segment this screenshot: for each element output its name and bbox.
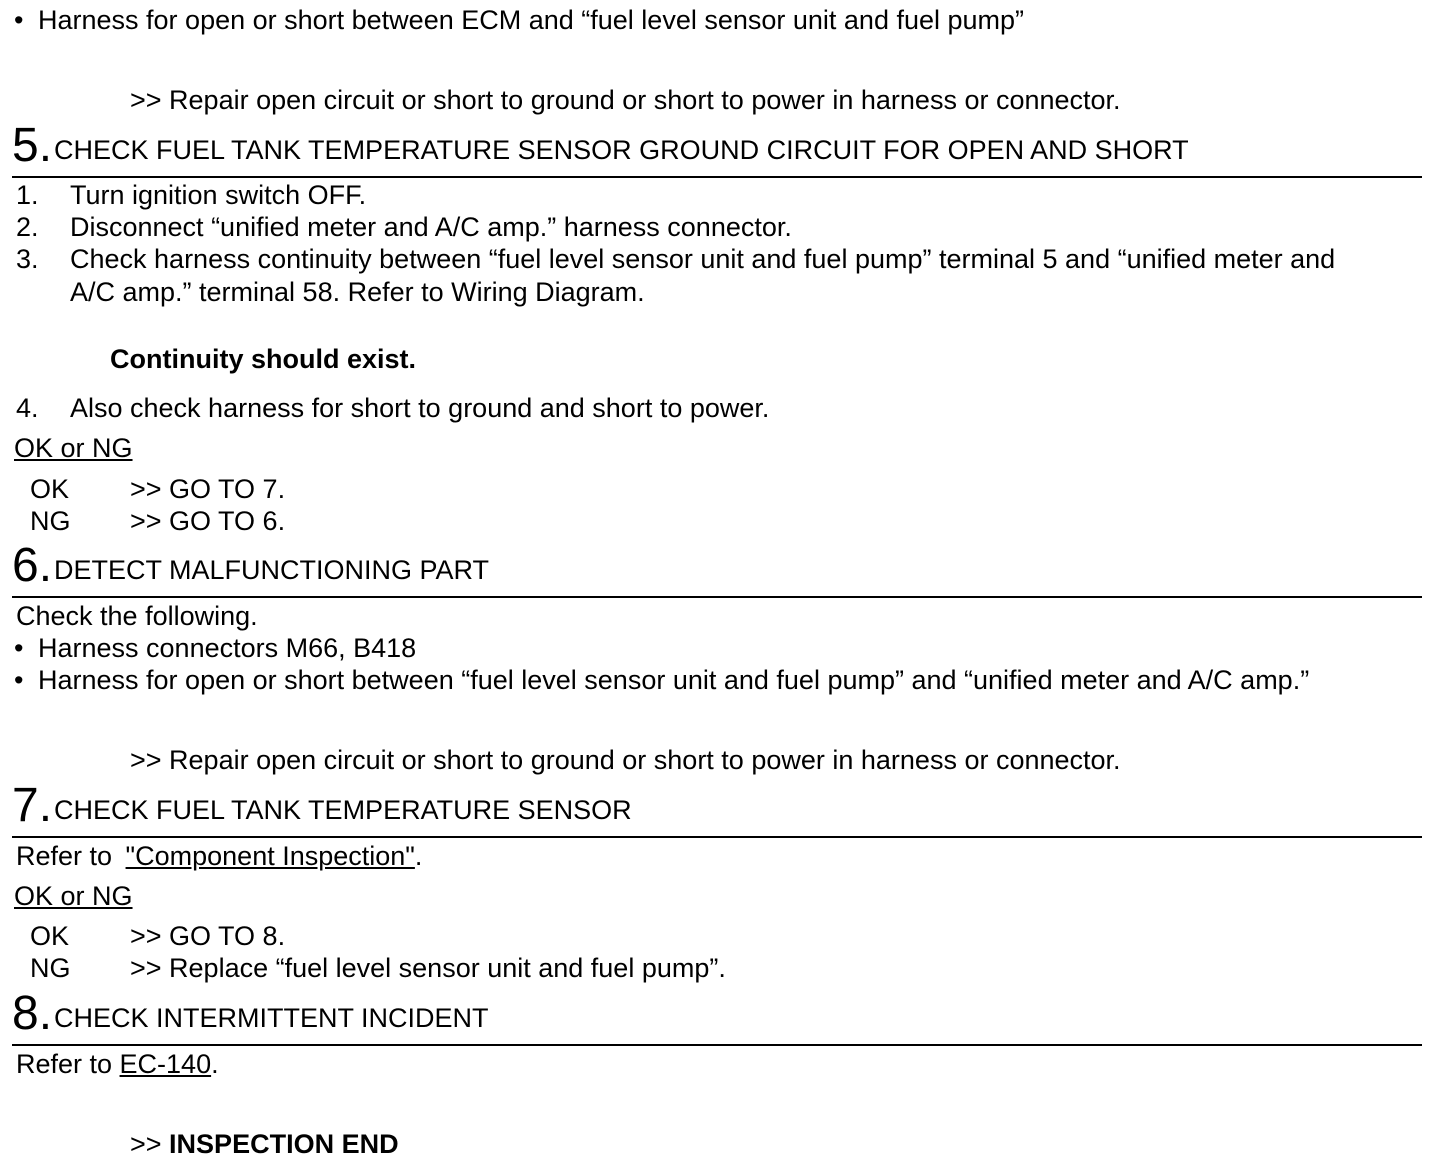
list-item-number: 4.: [16, 393, 39, 423]
list-item-number: 2.: [16, 212, 39, 242]
ok-or-ng-label: OK or NG: [14, 881, 133, 911]
ok-or-ng-label: OK or NG: [14, 433, 133, 463]
ok-key: OK: [30, 921, 70, 951]
ng-result: >> Replace “fuel level sensor unit and fuel pump”.: [130, 953, 726, 983]
list-item-text: Check harness continuity between “fuel level sensor unit and fuel pump” terminal 5 and “unified meter and: [70, 244, 1336, 274]
refer-prefix: Refer to: [16, 841, 120, 871]
ng-key: NG: [30, 953, 71, 983]
step-7-number: 7.: [12, 779, 53, 832]
step-5-number: 5.: [12, 119, 53, 172]
inspection-end-prefix: >>: [130, 1129, 170, 1159]
refer-line: [16, 840, 422, 872]
check-following: Check the following.: [16, 601, 258, 631]
step-5-header: [12, 120, 1422, 178]
inspection-end-label: INSPECTION END: [169, 1129, 399, 1159]
bullet-harness-open-short: Harness for open or short between “fuel level sensor unit and fuel pump” and “unified meter and A/C amp.”: [38, 665, 1310, 695]
repair-instruction: >> Repair open circuit or short to ground or short to power in harness or connector.: [130, 745, 1121, 775]
list-item-text: Also check harness for short to ground and short to power.: [70, 393, 770, 423]
refer-line: [16, 1048, 219, 1080]
bullet-harness-ecm: Harness for open or short between ECM and “fuel level sensor unit and fuel pump”: [38, 5, 1025, 35]
step-8-number: 8.: [12, 987, 53, 1040]
bullet-marker: •: [14, 5, 24, 35]
ec-140-link[interactable]: EC-140: [119, 1049, 212, 1079]
component-inspection-link[interactable]: "Component Inspection": [125, 841, 415, 871]
ng-key: NG: [30, 506, 71, 536]
bullet-harness-connectors: Harness connectors M66, B418: [38, 633, 417, 663]
step-7-header: [12, 780, 1422, 838]
ok-key: OK: [30, 474, 70, 504]
bullet-marker: •: [14, 665, 24, 695]
bullet-marker: •: [14, 633, 24, 663]
list-item-text-continued: A/C amp.” terminal 58. Refer to Wiring Diagram.: [70, 277, 645, 307]
ok-result: >> GO TO 7.: [130, 474, 286, 504]
ok-result: >> GO TO 8.: [130, 921, 286, 951]
step-6-number: 6.: [12, 539, 53, 592]
step-8-title: CHECK INTERMITTENT INCIDENT: [54, 1003, 489, 1033]
step-8-header: [12, 988, 1422, 1046]
ng-result: >> GO TO 6.: [130, 506, 286, 536]
step-5-title: CHECK FUEL TANK TEMPERATURE SENSOR GROUND CIRCUIT FOR OPEN AND SHORT: [54, 135, 1189, 165]
list-item-number: 3.: [16, 244, 39, 274]
continuity-spec: Continuity should exist.: [110, 344, 417, 374]
refer-suffix: .: [414, 841, 423, 871]
repair-instruction: >> Repair open circuit or short to ground or short to power in harness or connector.: [130, 85, 1121, 115]
step-6-title: DETECT MALFUNCTIONING PART: [54, 555, 490, 585]
step-6-header: [12, 540, 1422, 598]
refer-prefix: Refer to: [16, 1049, 120, 1079]
list-item-number: 1.: [16, 180, 39, 210]
inspection-end: [130, 1128, 399, 1160]
list-item-text: Disconnect “unified meter and A/C amp.” harness connector.: [70, 212, 792, 242]
refer-suffix: .: [211, 1049, 219, 1079]
step-7-title: CHECK FUEL TANK TEMPERATURE SENSOR: [54, 795, 632, 825]
list-item-text: Turn ignition switch OFF.: [70, 180, 367, 210]
